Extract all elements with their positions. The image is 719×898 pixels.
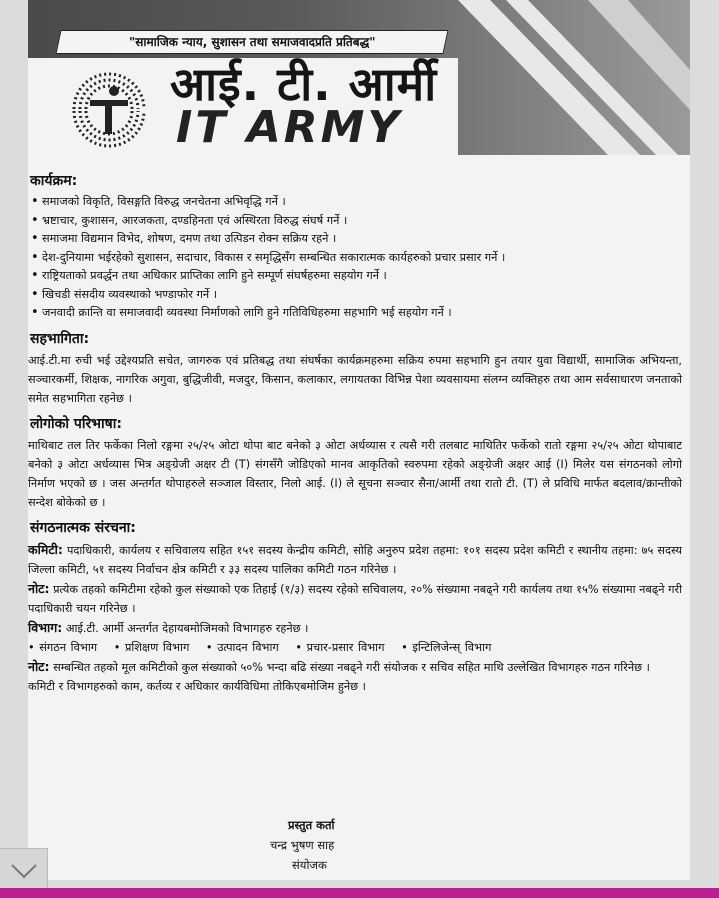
signature-role: संयोजक <box>292 858 327 872</box>
signature-name: चन्द्र भुषण साह <box>270 838 335 852</box>
department-item: • प्रचार-प्रसार विभाग <box>295 640 385 654</box>
department-text: आई.टी. आर्मी अन्तर्गत देहायबमोजिमको विभागहरु रहनेछ । <box>65 621 309 635</box>
collapse-toggle[interactable] <box>0 848 48 888</box>
signature-block <box>270 815 335 875</box>
note2-text: सम्बन्धित तहको मूल कमिटीको कुल संख्याको ५०% भन्दा बढि संख्या नबढ्ने गरी संयोजक र सचिव सहित माथि उल्लेखित विभागहरु गठन गरिनेछ । <box>53 660 650 674</box>
department-label: विभाग: <box>28 619 63 635</box>
participation-text: आई.टी.मा रुची भई उद्देश्यप्रति सचेत, जागरुक एवं प्रतिबद्ध तथा संघर्षका कार्यक्रमहरुमा सक्रिय रुपमा सहभागि हुन तयार युवा विद्यार्थी, सामाजिक अभियन्ता, सञ्चारकर्मी, शिक्षक, नागरिक अगुवा, बुद्धिजीवी, मजदुर, किसान, कलाकार, लगायतका विभिन्न पेशा व्यवसायमा संलग्न व्यक्तिहरु तथा आम सर्वसाधारण जनताको समेत सहभागिता रहनेछ । <box>28 353 682 405</box>
title-english: IT ARMY <box>176 102 403 153</box>
committee-paragraph <box>28 540 690 579</box>
department-item: • उत्पादन विभाग <box>205 640 279 654</box>
logo-definition-text: माथिबाट तल तिर फर्केका निलो रङ्गमा २५/२५ ओटा थोपा बाट बनेको ३ ओटा अर्धव्यास र त्यसै गरी तलबाट माथितिर फर्केको रातो रङ्गमा २५/२५ ओटा थोपाबाट बनेको ३ ओटा अर्धव्यास भित्र अङ्ग्रेजी अक्षर टी (T) संगसँगै जोडिएको मानव आकृतिको स्वरुपमा रहेको अङ्ग्रेजी अक्षर आई (I) मिलेर यस संगठनको लोगो निर्माण भएको छ । जस अन्तर्गत थोपाहरुले सञ्जाल विस्तार, निलो आई. (I) ले सूचना सञ्चार सैना/आर्मी तथा रातो टी. (T) ले प्रविधि मार्फत बदलाव/क्रान्तीको सन्देश बोकेको छ । <box>28 438 682 509</box>
participation-title: सहभागिता: <box>30 330 90 347</box>
structure-title: संगठनात्मक संरचना: <box>30 519 136 536</box>
note2-label: नोट: <box>28 658 50 674</box>
note1-text: प्रत्येक तहको कमिटीमा रहेको कुल संख्याको एक तिहाई (१/३) सदस्य रहेको सचिवालय, २०% संख्यामा नबढ्ने गरी कार्यलय तथा १५% संख्यामा नबढ्ने गरी पदाधिकारी चयन गरिनेछ । <box>28 582 683 615</box>
note1-label: नोट: <box>28 580 50 596</box>
document-body <box>28 165 690 696</box>
bottom-accent-bar <box>0 888 719 898</box>
committee-text: पदाधिकारी, कार्यलय र सचिवालय सहित १५१ सदस्य केन्द्रीय कमिटी, सोहि अनुरुप प्रदेश तहमा: १०१ सदस्य प्रदेश कमिटी र स्थानीय तहमा: ७५ सदस्य जिल्ला कमिटी, ५१ सदस्य निर्वाचन क्षेत्र कमिटी र ३३ सदस्य पालिका कमिटी गठन गरिनेछ । <box>28 543 683 576</box>
committee-label: कमिटी: <box>28 541 63 557</box>
program-item: • राष्ट्रियताको प्रवर्द्धन तथा अधिकार प्राप्तिका लागि हुने सम्पूर्ण संघर्षहरुमा सहयोग गर्ने । <box>28 267 690 286</box>
programs-title: कार्यक्रम: <box>30 173 78 189</box>
department-item: • इन्टिलिजेन्स् विभाग <box>401 640 492 654</box>
logo-definition-title: लोगोको परिभाषा: <box>30 415 122 432</box>
program-item: • समाजमा विद्यमान विभेद, शोषण, दमण तथा उत्पिडन रोक्न सक्रिय रहने । <box>28 230 690 249</box>
it-army-logo <box>64 64 154 154</box>
departments-list <box>28 638 690 657</box>
signature-title: प्रस्तुत कर्ता <box>288 818 335 832</box>
department-item: • प्रशिक्षण विभाग <box>113 640 190 654</box>
program-item: • खिचडी संसदीय व्यवस्थाको भण्डाफोर गर्ने । <box>28 286 690 305</box>
programs-list <box>28 193 690 323</box>
department-paragraph <box>28 618 690 638</box>
note2-paragraph <box>28 657 690 677</box>
note1-paragraph <box>28 579 690 618</box>
closing-text: कमिटी र विभागहरुको काम, कर्तव्य र अधिकार कार्यविधिमा तोकिएबमोजिम हुनेछ । <box>28 679 366 693</box>
department-item: • संगठन विभाग <box>28 640 98 654</box>
title-hindi: आई. टी. आर्मी <box>170 57 438 111</box>
slogan-box <box>55 30 448 54</box>
program-item: • भ्रष्टाचार, कुशासन, आरजकता, दण्डहिनता एवं अस्थिरता विरुद्ध संघर्ष गर्ने । <box>28 212 690 231</box>
program-item: • समाजको विकृति, विसङ्गति विरुद्ध जनचेतना अभिवृद्धि गर्ने । <box>28 193 690 212</box>
program-item: • जनवादी क्रान्ति वा समाजवादी व्यवस्था निर्माणको लागि हुने गतिविधिहरुमा सहभागि भई सहयोग गर्ने । <box>28 304 690 323</box>
chevron-down-icon <box>0 849 48 889</box>
slogan-text: "सामाजिक न्याय, सुशासन तथा समाजवादप्रति प्रतिबद्ध" <box>128 35 376 49</box>
program-item: • देश-दुनियामा भईरहेको सुशासन, सदाचार, विकास र समृद्धिसँग सम्बन्धित सकारात्मक कार्यहरुको प्रचार प्रसार गर्ने । <box>28 249 690 268</box>
